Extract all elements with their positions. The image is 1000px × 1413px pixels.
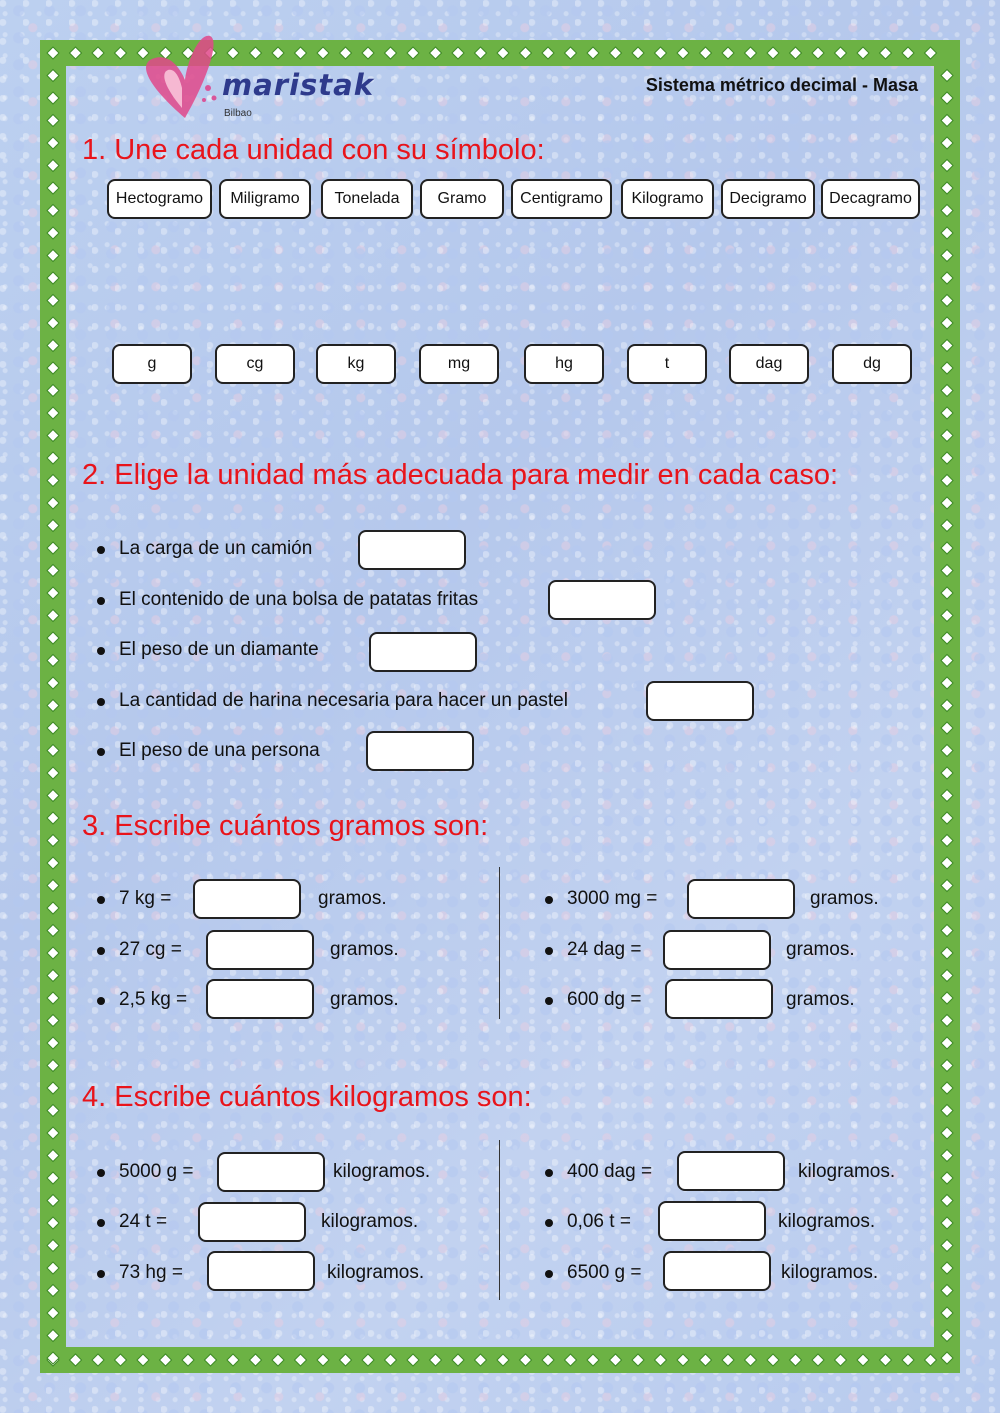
unit-word: gramos. — [330, 939, 399, 960]
unit-card[interactable]: Kilogramo — [621, 179, 714, 219]
symbol-card[interactable]: g — [112, 344, 192, 384]
bullet — [545, 997, 553, 1005]
symbol-card[interactable]: dag — [729, 344, 809, 384]
conversion-label: 27 cg = — [119, 939, 182, 960]
question-text: La carga de un camión — [119, 538, 313, 559]
unit-word: gramos. — [318, 888, 387, 909]
conversion-label: 3000 mg = — [567, 888, 658, 909]
unit-card[interactable]: Centigramo — [511, 179, 612, 219]
unit-word: gramos. — [786, 989, 855, 1010]
question-text: El contenido de una bolsa de patatas fritas — [119, 589, 479, 610]
column-divider — [499, 1140, 500, 1300]
bullet — [97, 1219, 105, 1227]
logo-subtitle: Bilbao — [224, 108, 252, 119]
unit-word: gramos. — [786, 939, 855, 960]
bullet — [97, 597, 105, 605]
conversion-label: 0,06 t = — [567, 1211, 631, 1232]
unit-card[interactable]: Decigramo — [721, 179, 815, 219]
unit-word: kilogramos. — [333, 1161, 431, 1182]
bullet — [545, 1270, 553, 1278]
bullet — [97, 1169, 105, 1177]
conversion-label: 400 dag = — [567, 1161, 653, 1182]
answer-input[interactable] — [548, 580, 656, 620]
section2-title: 2. Elige la unidad más adecuada para medir en cada caso: — [82, 459, 839, 491]
document-title: Sistema métrico decimal - Masa — [645, 75, 918, 95]
conversion-label: 600 dg = — [567, 989, 642, 1010]
bullet — [545, 947, 553, 955]
symbol-card[interactable]: kg — [316, 344, 396, 384]
bullet — [97, 647, 105, 655]
answer-input[interactable] — [663, 930, 771, 970]
answer-input[interactable] — [193, 879, 301, 919]
unit-word: kilogramos. — [798, 1161, 896, 1182]
answer-input[interactable] — [217, 1152, 325, 1192]
unit-card[interactable]: Tonelada — [321, 179, 413, 219]
symbol-card[interactable]: mg — [419, 344, 499, 384]
bullet — [97, 997, 105, 1005]
symbol-card[interactable]: t — [627, 344, 707, 384]
unit-card[interactable]: Gramo — [420, 179, 504, 219]
bullet — [545, 1219, 553, 1227]
unit-word: kilogramos. — [321, 1211, 419, 1232]
unit-word: kilogramos. — [327, 1262, 425, 1283]
unit-word: kilogramos. — [778, 1211, 876, 1232]
question-text: El peso de un diamante — [119, 639, 319, 660]
answer-input[interactable] — [206, 979, 314, 1019]
symbol-card[interactable]: cg — [215, 344, 295, 384]
bullet — [97, 1270, 105, 1278]
bullet — [545, 1169, 553, 1177]
unit-word: gramos. — [330, 989, 399, 1010]
question-text: El peso de una persona — [119, 740, 320, 761]
bullet — [97, 896, 105, 904]
conversion-label: 6500 g = — [567, 1262, 642, 1283]
section4-title: 4. Escribe cuántos kilogramos son: — [82, 1081, 532, 1113]
answer-input[interactable] — [207, 1251, 315, 1291]
symbol-card[interactable]: dg — [832, 344, 912, 384]
conversion-label: 73 hg = — [119, 1262, 183, 1283]
bullet — [545, 896, 553, 904]
bullet — [97, 546, 105, 554]
unit-word: gramos. — [810, 888, 879, 909]
answer-input[interactable] — [366, 731, 474, 771]
symbol-card[interactable]: hg — [524, 344, 604, 384]
conversion-label: 7 kg = — [119, 888, 172, 909]
conversion-label: 24 t = — [119, 1211, 168, 1232]
answer-input[interactable] — [687, 879, 795, 919]
conversion-label: 2,5 kg = — [119, 989, 188, 1010]
answer-input[interactable] — [369, 632, 477, 672]
answer-input[interactable] — [677, 1151, 785, 1191]
answer-input[interactable] — [206, 930, 314, 970]
unit-card[interactable]: Decagramo — [821, 179, 920, 219]
answer-input[interactable] — [658, 1201, 766, 1241]
bullet — [97, 947, 105, 955]
bullet — [97, 748, 105, 756]
section1-title: 1. Une cada unidad con su símbolo: — [82, 134, 545, 166]
section3-title: 3. Escribe cuántos gramos son: — [82, 810, 489, 842]
column-divider — [499, 867, 500, 1019]
answer-input[interactable] — [663, 1251, 771, 1291]
unit-card[interactable]: Miligramo — [219, 179, 311, 219]
answer-input[interactable] — [358, 530, 466, 570]
answer-input[interactable] — [646, 681, 754, 721]
unit-card[interactable]: Hectogramo — [107, 179, 212, 219]
answer-input[interactable] — [665, 979, 773, 1019]
question-text: La cantidad de harina necesaria para hacer un pastel — [119, 690, 568, 711]
conversion-label: 24 dag = — [567, 939, 642, 960]
logo-text: maristak — [222, 68, 375, 102]
conversion-label: 5000 g = — [119, 1161, 194, 1182]
bullet — [97, 698, 105, 706]
answer-input[interactable] — [198, 1202, 306, 1242]
unit-word: kilogramos. — [781, 1262, 879, 1283]
